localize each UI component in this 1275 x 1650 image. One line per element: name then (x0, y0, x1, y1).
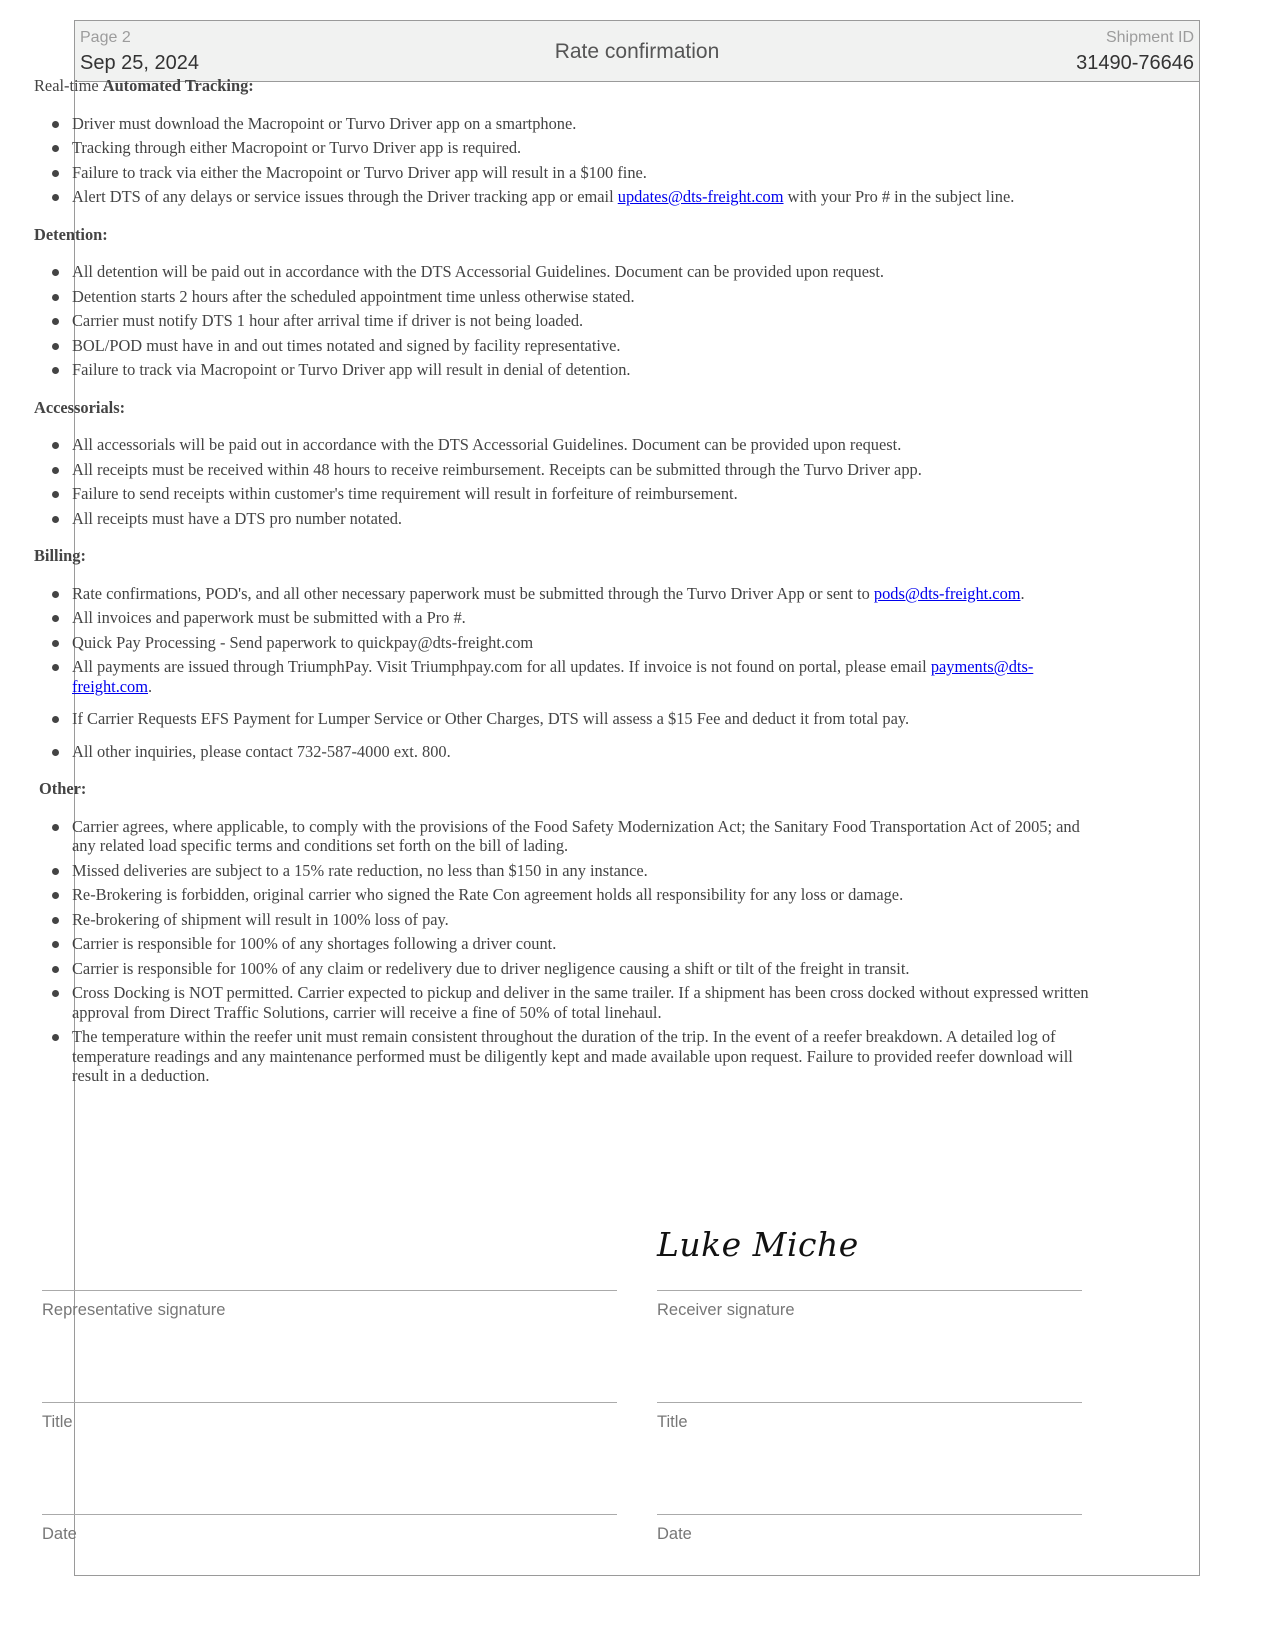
tracking-list (34, 114, 1104, 207)
pods-email-link[interactable]: pods@dts-freight.com (873, 583, 1021, 603)
list-item: Detention starts 2 hours after the scheduled appointment time unless otherwise stated. (72, 287, 1104, 307)
list-item: All receipts must have a DTS pro number notated. (72, 509, 1104, 529)
shipment-id: 31490-76646 (1076, 52, 1194, 74)
document-title: Rate confirmation (554, 40, 720, 63)
billing-heading-text: Billing: (34, 546, 86, 565)
representative-signature-line[interactable] (42, 1290, 617, 1291)
detention-heading (34, 225, 1104, 245)
other-heading-text: Other: (39, 779, 87, 798)
other-list (34, 817, 1104, 1086)
list-item-text: with your Pro # in the subject line. (783, 187, 1015, 206)
list-item: Failure to track via Macropoint or Turvo Driver app will result in denial of detention. (72, 360, 1104, 380)
updates-email-link[interactable]: updates@dts-freight.com (617, 187, 784, 206)
list-item: Carrier is responsible for 100% of any claim or redelivery due to driver negligence causing a shift or tilt of the freight in transit. (72, 959, 1104, 979)
list-item: Quick Pay Processing - Send paperwork to quickpay@dts-freight.com (72, 633, 1104, 653)
representative-title-line[interactable] (42, 1402, 617, 1403)
other-heading (34, 779, 1104, 799)
list-item: Failure to track via either the Macropoint or Turvo Driver app will result in a $100 fine. (72, 163, 1104, 183)
receiver-signature-line[interactable] (657, 1290, 1082, 1291)
tracking-heading (34, 76, 1104, 96)
list-item: Failure to send receipts within customer's time requirement will result in forfeiture of reimbursement. (72, 484, 1104, 504)
list-item: All detention will be paid out in accordance with the DTS Accessorial Guidelines. Document can be provided upon request. (72, 262, 1104, 282)
document-date: Sep 25, 2024 (80, 52, 199, 74)
document-header (75, 21, 1199, 82)
accessorials-heading-text: Accessorials: (34, 397, 126, 417)
payments-email-link[interactable]: payments@dts-freight.com (72, 657, 1034, 696)
list-item: All receipts must be received within 48 hours to receive reimbursement. Receipts can be submitted through the Turvo Driver app. (72, 460, 1104, 480)
accessorials-heading (34, 398, 1104, 418)
list-item-text: Alert DTS of any delays or service issues through the Driver tracking app or email (72, 187, 618, 206)
list-item: Missed deliveries are subject to a 15% rate reduction, no less than $150 in any instance. (72, 861, 1104, 881)
tracking-heading-bold: Automated Tracking: (102, 76, 254, 95)
list-item: All accessorials will be paid out in accordance with the DTS Accessorial Guidelines. Document can be provided upon request. (72, 435, 1104, 455)
list-item: Carrier must notify DTS 1 hour after arrival time if driver is not being loaded. (72, 311, 1104, 331)
terms-content (34, 76, 1104, 1104)
representative-signature-label: Representative signature (42, 1301, 226, 1319)
list-item-text: All payments are issued through TriumphPay. Visit Triumphpay.com for all updates. If invoice is not found on portal, please email (72, 657, 931, 676)
billing-heading (34, 546, 1104, 566)
list-item: Re-brokering of shipment will result in 100% loss of pay. (72, 910, 1104, 930)
billing-list (34, 584, 1104, 762)
shipment-id-label: Shipment ID (1105, 29, 1194, 46)
list-item: Carrier is responsible for 100% of any shortages following a driver count. (72, 934, 1104, 954)
list-item (72, 584, 1104, 604)
list-item: If Carrier Requests EFS Payment for Lumper Service or Other Charges, DTS will assess a $15 Fee and deduct it from total pay. (72, 709, 1104, 729)
receiver-title-label: Title (657, 1413, 688, 1431)
list-item: Re-Brokering is forbidden, original carrier who signed the Rate Con agreement holds all responsibility for any loss or damage. (72, 885, 1104, 905)
receiver-date-line[interactable] (657, 1514, 1082, 1515)
list-item (72, 187, 1104, 207)
receiver-handwritten-signature: Luke Miche (657, 1225, 859, 1264)
representative-title-label: Title (42, 1413, 73, 1431)
representative-date-label: Date (42, 1525, 77, 1543)
receiver-signature-label: Receiver signature (657, 1301, 795, 1319)
list-item: Carrier agrees, where applicable, to comply with the provisions of the Food Safety Modernization Act; the Sanitary Food Transportation Act of 2005; and any related load specific terms and conditions set forth on the bill of lading. (72, 817, 1104, 856)
list-item: BOL/POD must have in and out times notated and signed by facility representative. (72, 336, 1104, 356)
list-item: Driver must download the Macropoint or Turvo Driver app on a smartphone. (72, 114, 1104, 134)
list-item (72, 657, 1104, 696)
list-item: The temperature within the reefer unit must remain consistent throughout the duration of the trip. In the event of a reefer breakdown. A detailed log of temperature readings and any maintenance performed must be diligently kept and made available upon request. Failure to provided reefer download will result in a deduction. (72, 1027, 1104, 1086)
representative-date-line[interactable] (42, 1514, 617, 1515)
accessorials-list (34, 435, 1104, 528)
receiver-title-line[interactable] (657, 1402, 1082, 1403)
list-item-text: . (1020, 583, 1025, 603)
list-item: All invoices and paperwork must be submitted with a Pro #. (72, 608, 1104, 628)
list-item: All other inquiries, please contact 732-587-4000 ext. 800. (72, 742, 1104, 762)
detention-list (34, 262, 1104, 380)
list-item-text: . (148, 676, 153, 696)
receiver-date-label: Date (657, 1525, 692, 1543)
list-item: Cross Docking is NOT permitted. Carrier expected to pickup and deliver in the same trailer. If a shipment has been cross docked without expressed written approval from Direct Traffic Solutions, carrier will receive a fine of 50% of total linehaul. (72, 983, 1104, 1022)
detention-heading-text: Detention: (34, 224, 108, 244)
list-item: Tracking through either Macropoint or Turvo Driver app is required. (72, 138, 1104, 158)
tracking-heading-prefix: Real-time (34, 76, 103, 95)
list-item-text: Rate confirmations, POD's, and all other necessary paperwork must be submitted through the Turvo Driver App or sent to (72, 583, 874, 603)
page-label: Page 2 (80, 29, 131, 46)
